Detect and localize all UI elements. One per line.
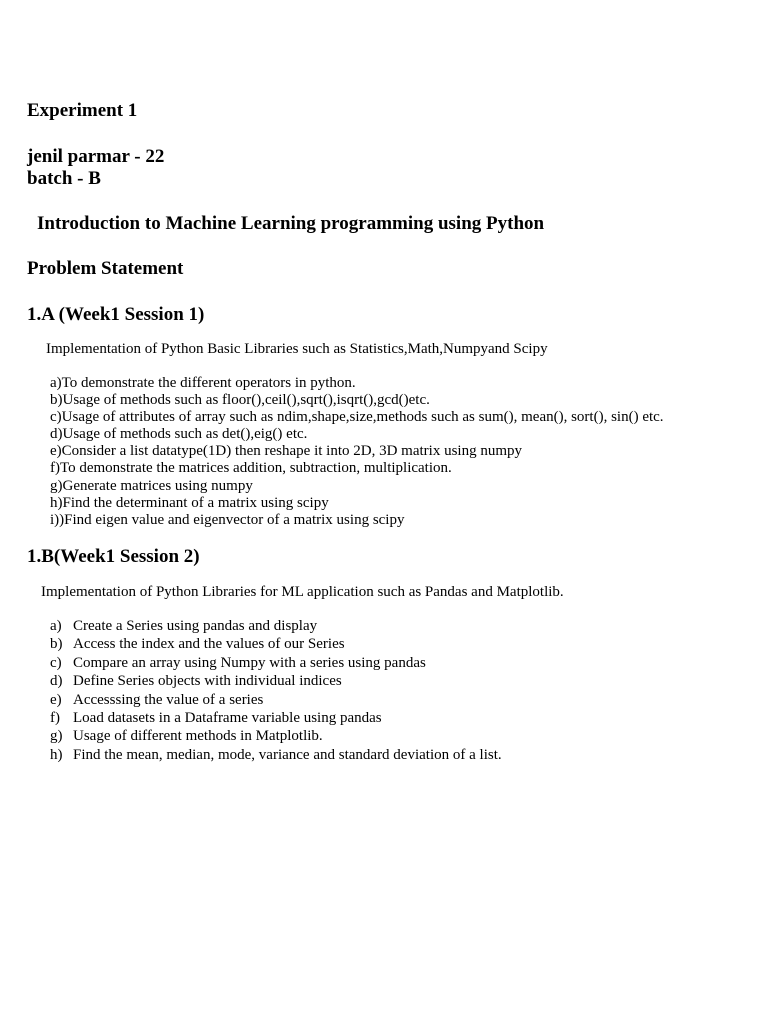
list-item-text: Create a Series using pandas and display — [73, 618, 318, 634]
list-item-label: e) — [50, 691, 62, 708]
list-item-text: Define Series objects with individual indices — [73, 673, 342, 690]
list-item: d)Usage of methods such as det(),eig() etc. — [50, 426, 308, 443]
list-item — [50, 617, 502, 635]
section-a-list — [50, 375, 664, 529]
list-item-text: Compare an array using Numpy with a series using pandas — [73, 654, 426, 671]
list-item — [50, 727, 502, 745]
experiment-title: Experiment 1 — [27, 100, 138, 121]
section-b-list — [50, 617, 502, 764]
list-item: g)Generate matrices using numpy — [50, 477, 253, 494]
section-a-intro: Implementation of Python Basic Libraries such as Statistics,Math,Numpyand Scipy — [46, 341, 548, 357]
problem-statement-heading: Problem Statement — [27, 258, 184, 279]
section-b-heading: 1.B(Week1 Session 2) — [27, 546, 200, 567]
list-item-label: a) — [50, 618, 62, 634]
list-item-label: c) — [50, 654, 62, 671]
list-item — [50, 709, 502, 727]
list-item: f)To demonstrate the matrices addition, subtraction, multiplication. — [50, 460, 452, 477]
list-item-label: d) — [50, 673, 63, 690]
list-item: i))Find eigen value and eigenvector of a matrix using scipy — [50, 511, 405, 528]
list-item-text: Accesssing the value of a series — [73, 691, 264, 708]
list-item-label: h) — [50, 746, 63, 763]
list-item: e)Consider a list datatype(1D) then reshape it into 2D, 3D matrix using numpy — [50, 443, 522, 460]
list-item-label: b) — [50, 636, 63, 653]
list-item-text: Access the index and the values of our Series — [73, 636, 345, 653]
list-item: c)Usage of attributes of array such as ndim,shape,size,methods such as sum(), mean(), sort(), sin() etc. — [50, 409, 664, 426]
list-item-text: Find the mean, median, mode, variance and standard deviation of a list. — [73, 746, 502, 763]
author-line: jenil parmar - 22 — [27, 146, 165, 167]
list-item-text: Usage of different methods in Matplotlib. — [73, 728, 323, 745]
list-item-label: f) — [50, 710, 60, 727]
list-item-text: Load datasets in a Dataframe variable using pandas — [73, 710, 382, 727]
main-title: Introduction to Machine Learning programming using Python — [37, 213, 545, 234]
list-item: h)Find the determinant of a matrix using scipy — [50, 494, 329, 511]
list-item — [50, 672, 502, 690]
section-a-heading: 1.A (Week1 Session 1) — [27, 304, 205, 325]
list-item — [50, 635, 502, 653]
list-item-label: g) — [50, 728, 63, 745]
list-item: b)Usage of methods such as floor(),ceil(),sqrt(),isqrt(),gcd()etc. — [50, 392, 430, 409]
list-item — [50, 746, 502, 764]
batch-line: batch - B — [27, 168, 101, 189]
list-item: a)To demonstrate the different operators in python. — [50, 375, 356, 391]
list-item — [50, 654, 502, 672]
section-b-intro: Implementation of Python Libraries for ML application such as Pandas and Matplotlib. — [41, 584, 564, 600]
list-item — [50, 691, 502, 709]
